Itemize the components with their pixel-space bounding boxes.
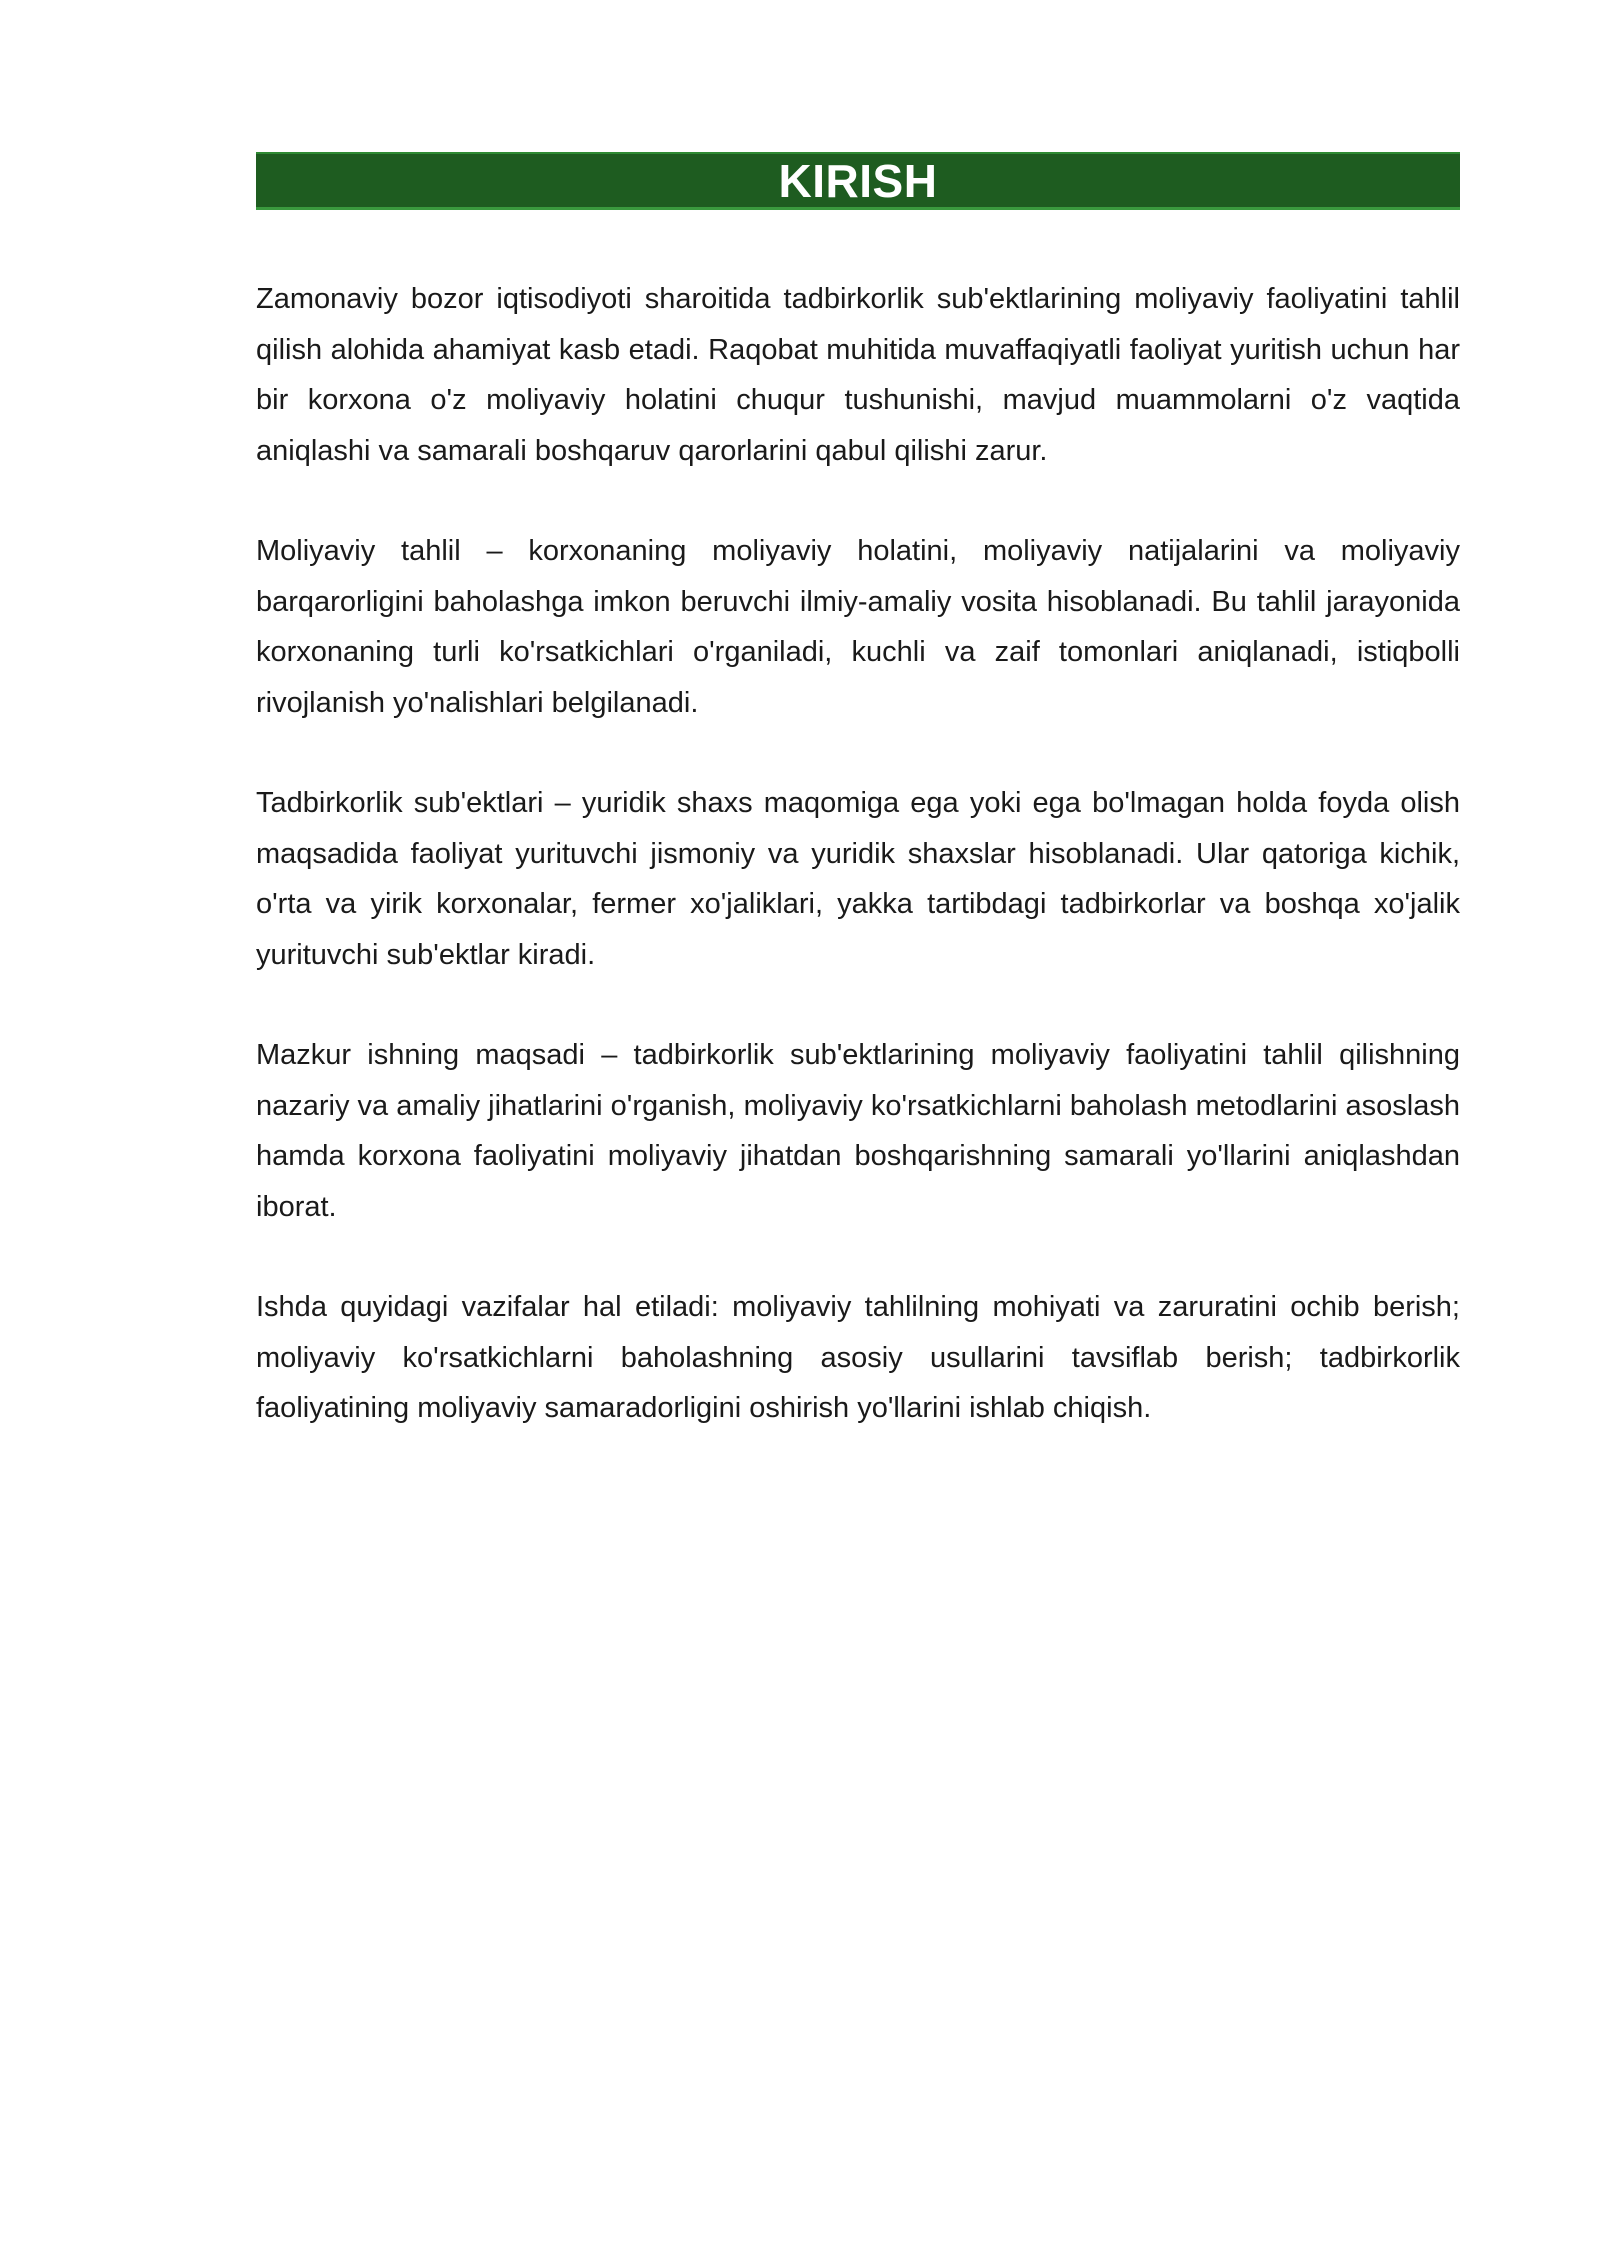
section-heading-bar [256, 152, 1460, 210]
paragraph-work-goal: Mazkur ishning maqsadi – tadbirkorlik sub'ektlarining moliyaviy faoliyatini tahlil qilishning nazariy va amaliy jihatlarini o'rganish, moliyaviy ko'rsatkichlarni baholash metodlarini asoslash hamda korxona faoliyatini moliyaviy jihatdan boshqarishning samarali yo'llarini aniqlashdan iborat. [256, 1039, 1460, 1223]
document-page [256, 152, 1460, 1484]
paragraph-work-tasks: Ishda quyidagi vazifalar hal etiladi: moliyaviy tahlilning mohiyati va zaruratini ochib berish; moliyaviy ko'rsatkichlarni baholashning asosiy usullarini tavsiflab berish; tadbirkorlik faoliyatining moliyaviy samaradorligini oshirish yo'llarini ishlab chiqish. [256, 1291, 1460, 1424]
paragraph-business-entities: Tadbirkorlik sub'ektlari – yuridik shaxs maqomiga ega yoki ega bo'lmagan holda foyda olish maqsadida faoliyat yurituvchi jismoniy va yuridik shaxslar hisoblanadi. Ular qatoriga kichik, o'rta va yirik korxonalar, fermer xo'jaliklari, yakka tartibdagi tadbirkorlar va boshqa xo'jalik yurituvchi sub'ektlar kiradi. [256, 787, 1460, 971]
paragraph-intro: Zamonaviy bozor iqtisodiyoti sharoitida tadbirkorlik sub'ektlarining moliyaviy faoliyatini tahlil qilish alohida ahamiyat kasb etadi. Raqobat muhitida muvaffaqiyatli faoliyat yuritish uchun har bir korxona o'z moliyaviy holatini chuqur tushunishi, mavjud muammolarni o'z vaqtida aniqlashi va samarali boshqaruv qarorlarini qabul qilishi zarur. [256, 283, 1460, 467]
document-body [256, 274, 1460, 1434]
paragraph-financial-analysis: Moliyaviy tahlil – korxonaning moliyaviy holatini, moliyaviy natijalarini va moliyaviy barqarorligini baholashga imkon beruvchi ilmiy-amaliy vosita hisoblanadi. Bu tahlil jarayonida korxonaning turli ko'rsatkichlari o'rganiladi, kuchli va zaif tomonlari aniqlanadi, istiqbolli rivojlanish yo'nalishlari belgilanadi. [256, 535, 1460, 719]
section-heading: KIRISH [778, 154, 938, 207]
